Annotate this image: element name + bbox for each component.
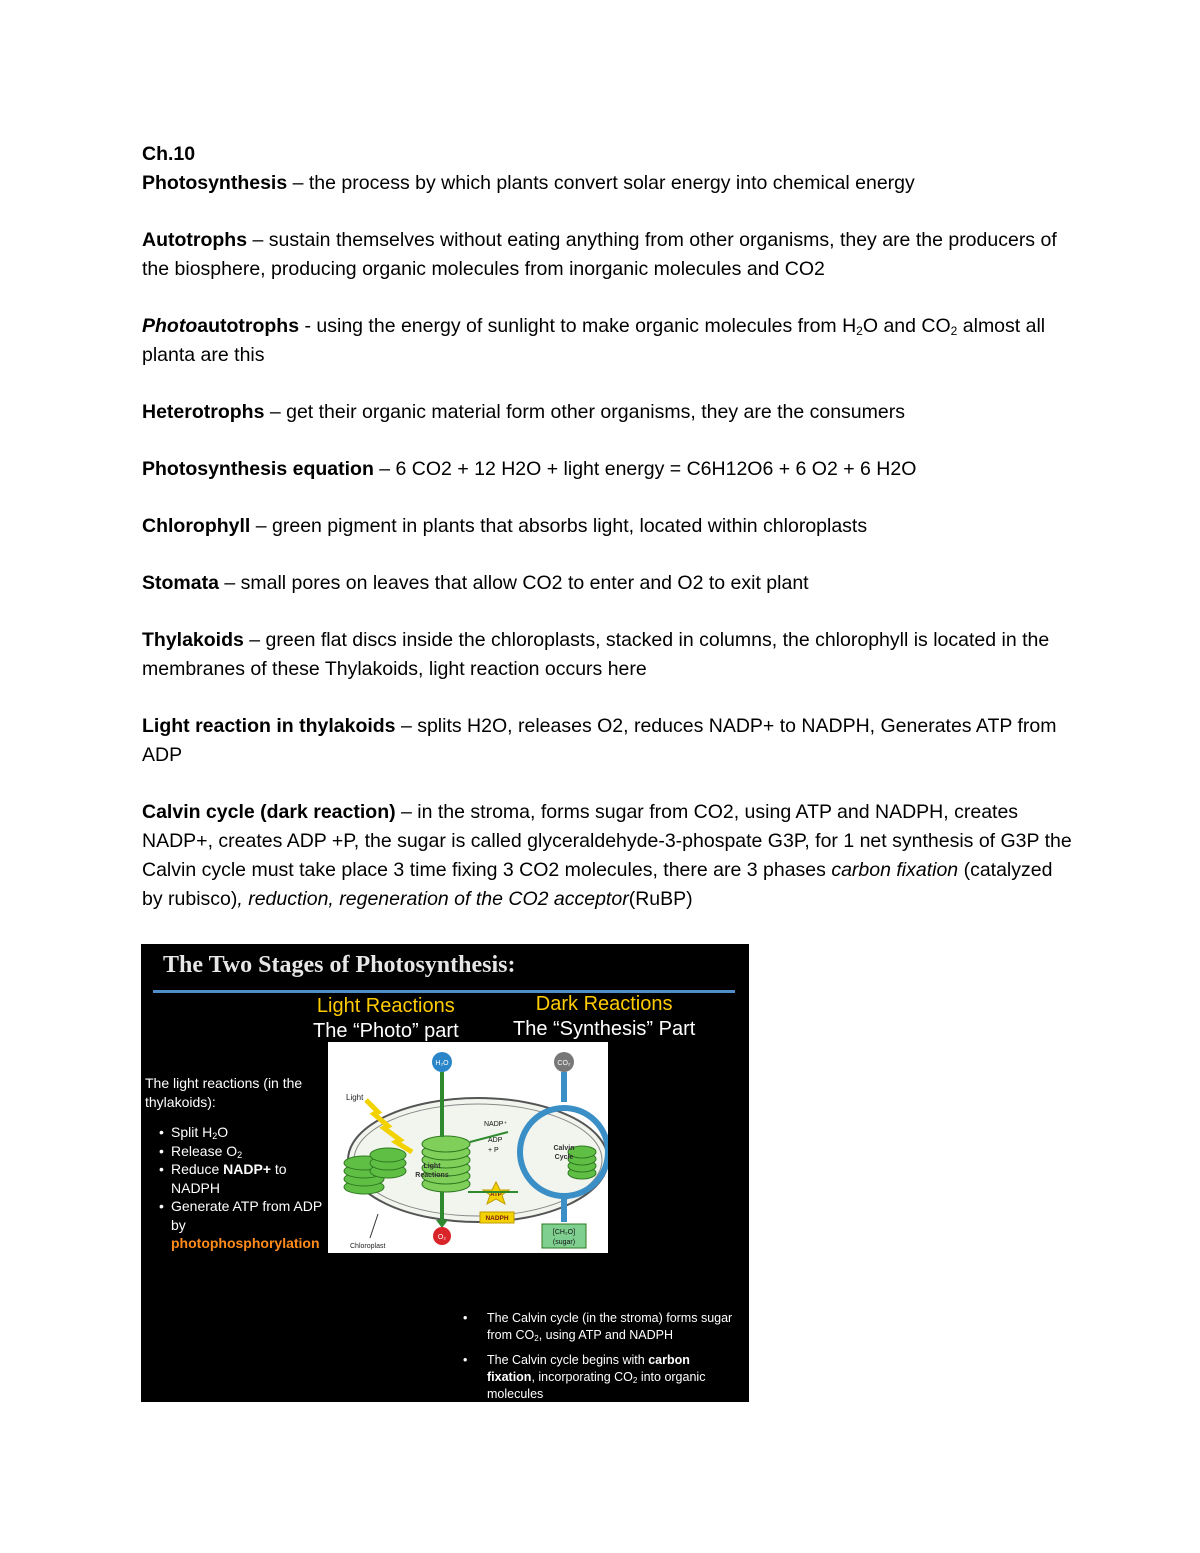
chapter-heading: Ch.10 [142,143,196,165]
sugar-label-1: [CH₂O] [552,1229,576,1236]
chloroplast-diagram-svg [328,1042,608,1253]
bullet-generate-atp: • Generate ATP from ADP by photophosphorylation [171,1197,325,1253]
para-equation: Photosynthesis equation – 6 CO2 + 12 H2O + light energy = C6H12O6 + 6 O2 + 6 H2O [142,458,917,480]
light-reactions-intro: The light reactions (in the thylakoids): [145,1075,303,1110]
h2o-label: H₂O [435,1060,449,1067]
para-calvin-cycle: Calvin cycle (dark reaction) – in the stroma, forms sugar from CO2, using ATP and NADPH, creates NADP+, creates ADP +P, the sugar is called glyceraldehyde-3-phospate G3P, for 1 net synthesis of G3P the Calvin cycle must take place 3 time fixing 3 CO2 molecules, there are 3 phases carbon fixation (catalyzed by rubisco), reduction, regeneration of the CO2 acceptor(RuBP) [142,801,1072,910]
sugar-label-2: (sugar) [552,1239,576,1246]
dark-reactions-header [513,992,695,1042]
para-light-reaction: Light reaction in thylakoids – splits H2O, releases O2, reduces NADP+ to NADPH, Generates ATP from ADP [142,715,1057,766]
bullet-reduce-nadp: • Reduce NADP+ to NADPH [171,1160,325,1197]
para-autotrophs: Autotrophs – sustain themselves without eating anything from other organisms, they are the producers of the biosphere, producing organic molecules from inorganic molecules and CO2 [142,229,1057,280]
photosynthesis-diagram [328,1042,608,1253]
nadph-label: NADPH [485,1215,509,1222]
dark-reactions-subtitle: The “Synthesis” Part [513,1018,696,1040]
calvin-label-1: Calvin [553,1145,575,1152]
light-reactions-label-1: Light [423,1163,441,1170]
light-reactions-label-2: Reactions [415,1172,449,1179]
para-thylakoids: Thylakoids – green flat discs inside the chloroplasts, stacked in columns, the chlorophyll is located in the membranes of these Thylakoids, light reaction occurs here [142,629,1050,680]
para-photosynthesis: Photosynthesis – the process by which plants convert solar energy into chemical energy [142,172,915,194]
calvin-label-2: Cycle [554,1154,574,1161]
calvin-cycle-notes [463,1310,733,1402]
light-reactions-subtitle: The “Photo” part [313,1020,459,1042]
adp-label: ADP [488,1137,503,1144]
o2-label: O₂ [437,1234,447,1241]
o2-arrowhead-icon [436,1220,448,1228]
document-body [142,140,1072,914]
bullet-split-water: • Split $H_2O$ [171,1123,325,1142]
light-reactions-summary [145,1074,325,1253]
para-photoautotrophs: Photoautotrophs - using the energy of sunlight to make organic molecules from $H_2O$ and $CO_2$ almost all planta are this [142,315,1046,366]
para-heterotrophs: Heterotrophs – get their organic material form other organisms, they are the consumers [142,401,905,423]
bullet-release-oxygen: • Release $O_2$ [171,1142,325,1161]
chloroplast-pointer [370,1214,378,1238]
nadp-label: NADP⁺ [484,1121,508,1128]
light-reactions-title: Light Reactions [316,995,455,1017]
note-calvin-stroma: • The Calvin cycle (in the stroma) forms sugar from $CO_2$, using ATP and NADPH [463,1310,733,1344]
chloroplast-label: Chloroplast [350,1243,386,1250]
slide-title: The Two Stages of Photosynthesis: [163,952,516,978]
dark-reactions-title: Dark Reactions [535,993,673,1015]
para-stomata: Stomata – small pores on leaves that allow CO2 to enter and O2 to exit plant [142,572,809,594]
phosphate-label: + P [488,1147,499,1154]
co2-label: CO₂ [557,1060,571,1067]
atp-label: ATP [490,1192,502,1198]
light-reactions-header [313,994,459,1044]
para-chlorophyll: Chlorophyll – green pigment in plants that absorbs light, located within chloroplasts [142,515,868,537]
light-reactions-bullets [145,1123,325,1253]
light-label: Light [346,1093,364,1102]
photosynthesis-slide [141,944,749,1402]
note-carbon-fixation: • The Calvin cycle begins with carbon fixation, incorporating $CO_2$ into organic molecules [463,1352,733,1402]
